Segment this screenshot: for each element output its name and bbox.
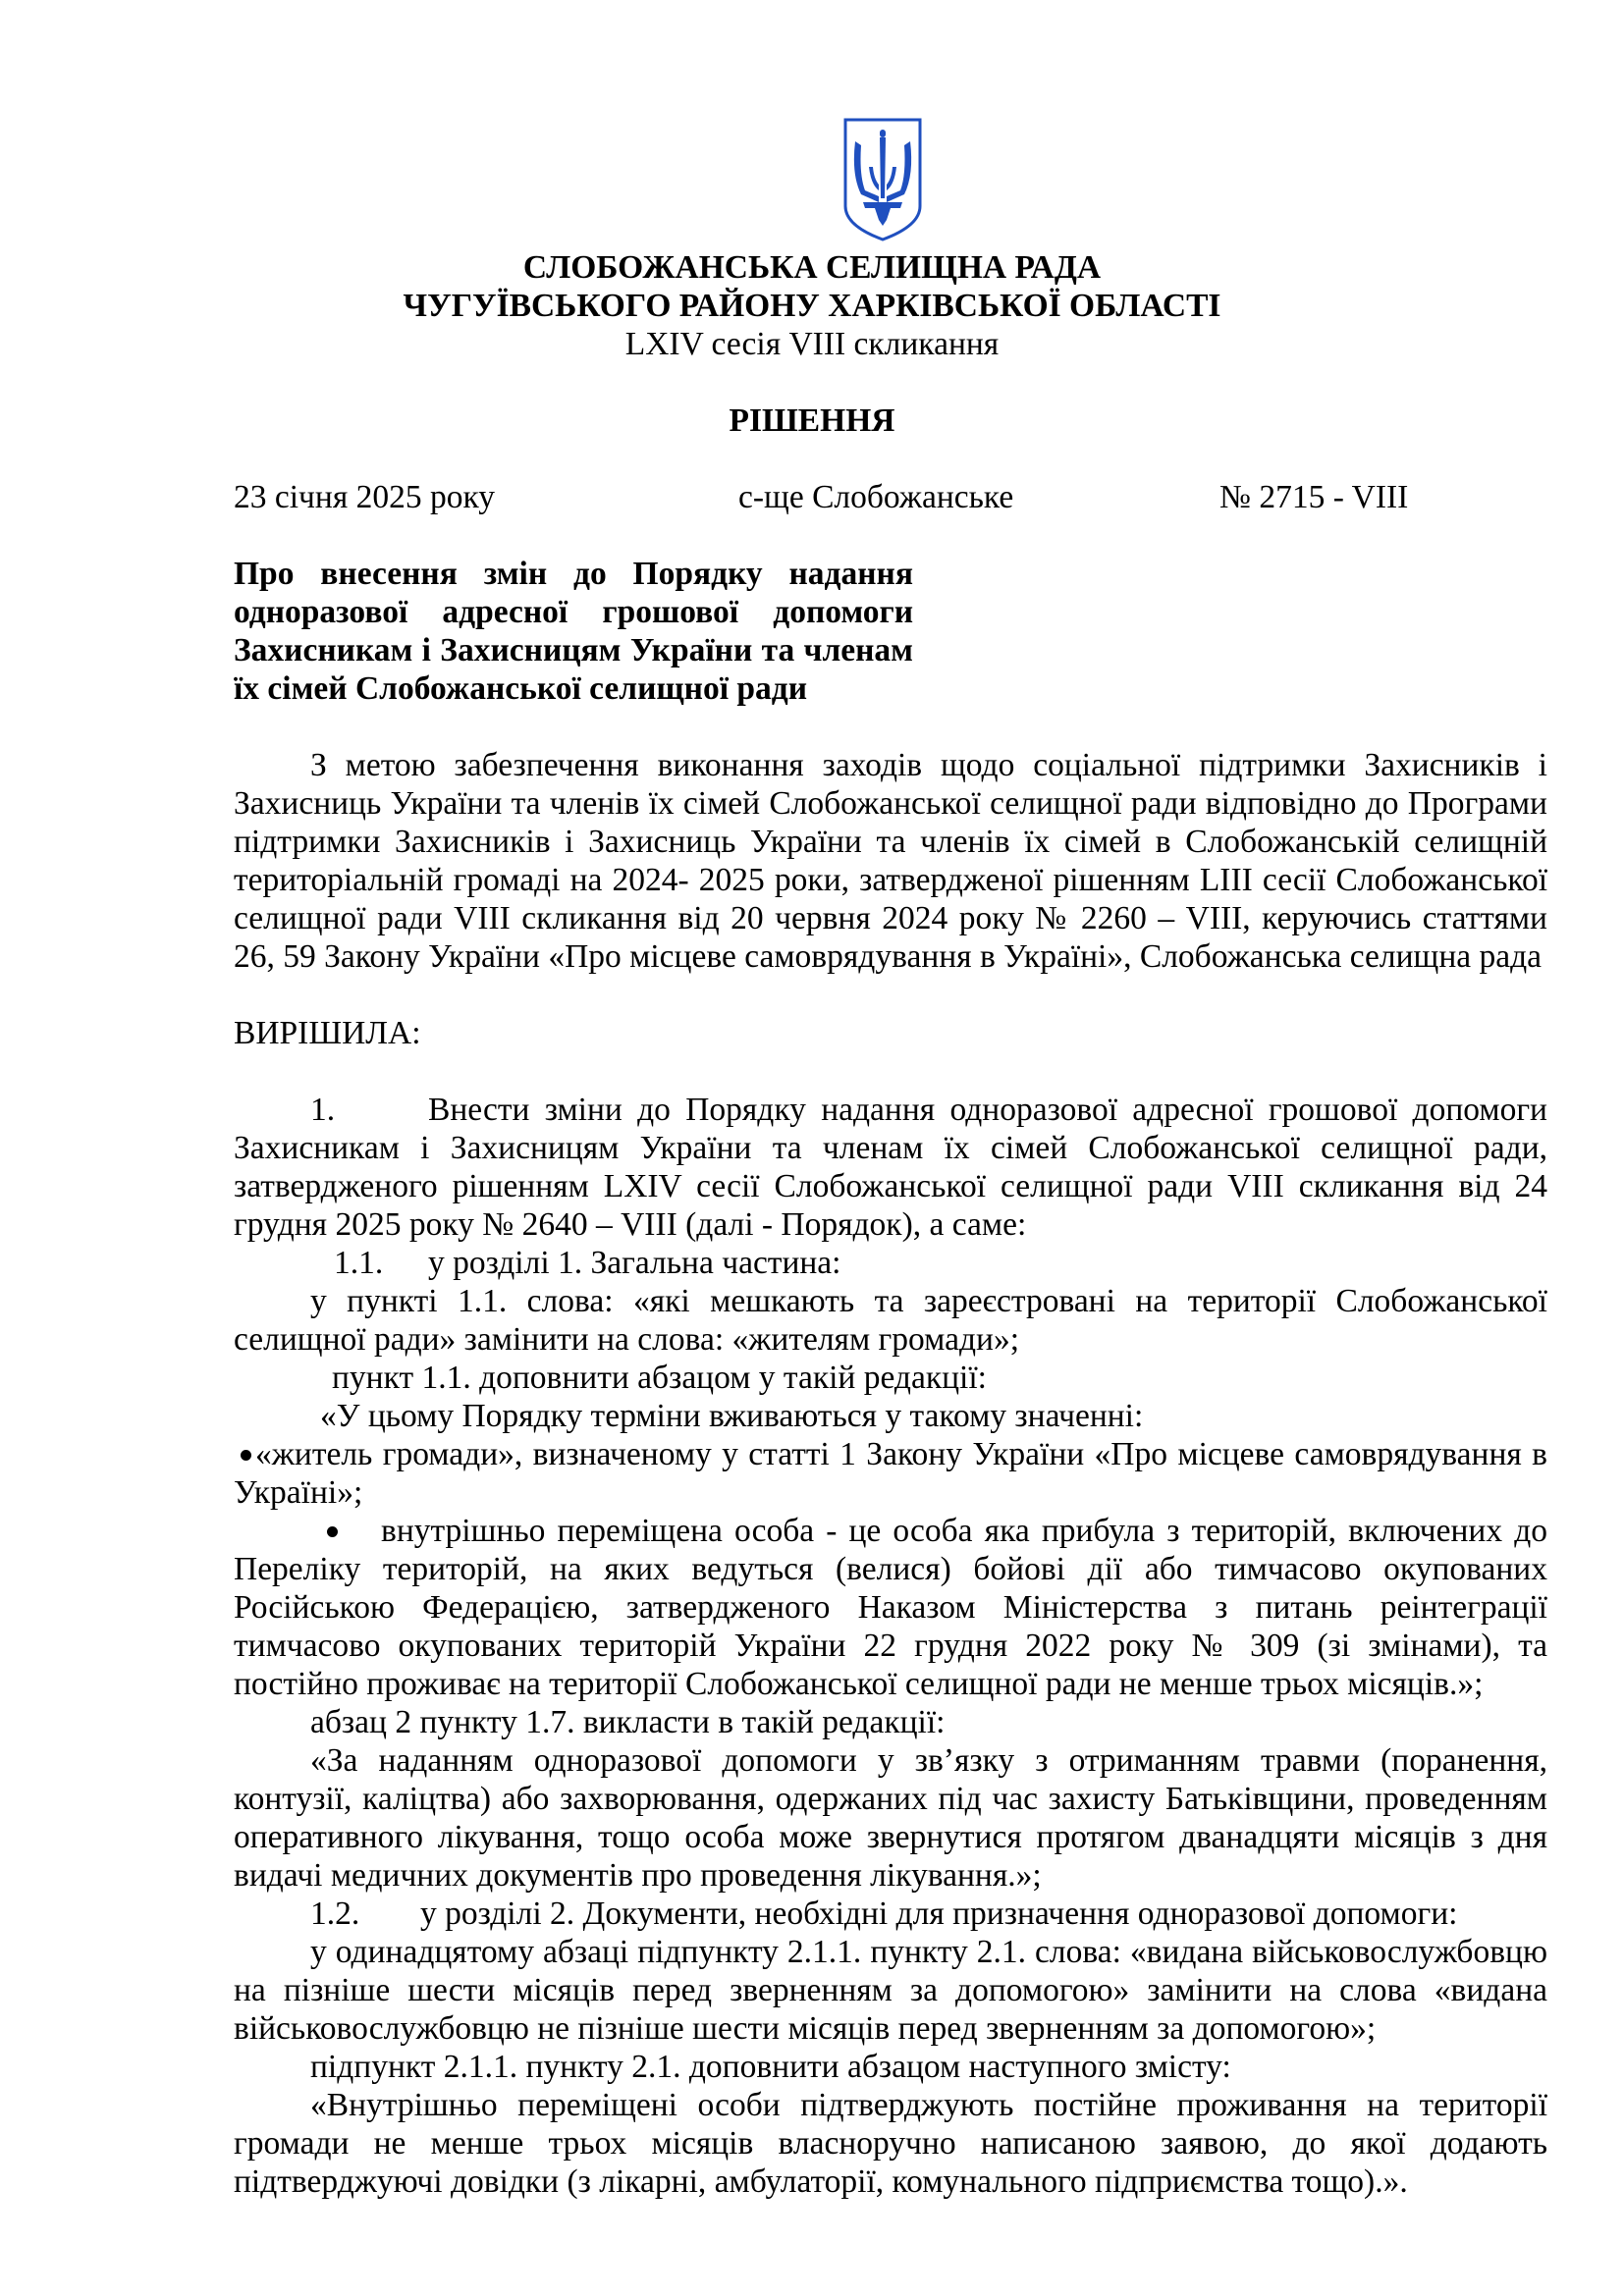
subject-line: одноразової адресної грошової допомоги — [234, 594, 913, 630]
bullet-item-1-text: «житель громади», визначеному у статті 1 Закону України «Про місцеве самоврядування в Україні»; — [234, 1436, 1547, 1511]
bullet-item-2 — [234, 1512, 1547, 1703]
words-replacement-text: у пункті 1.1. слова: «які мешкають та зареєстровані на території Слобожанської селищної ради» замінити на слова: «жителям громади»; — [234, 1283, 1547, 1358]
injury-clause-text: «За наданням одноразової допомоги у зв’язку з отриманням травми (поранення, контузії, каліцтва) або захворювання, одержаних під час захисту Батьківщини, проведенням оперативного лікування, тощо особа може звернутися протягом дванадцяти місяців з дня видачі медичних документів про проведення лікування.»; — [234, 1742, 1547, 1894]
council-name-line2: ЧУГУЇВСЬКОГО РАЙОНУ ХАРКІВСЬКОЇ ОБЛАСТІ — [403, 288, 1221, 324]
decision-number: № 2715 - VIII — [1219, 479, 1409, 515]
subitem-1-1 — [334, 1244, 840, 1282]
service-certificate-clause-text: у одинадцятому абзаці підпункту 2.1.1. пункту 2.1. слова: «видана військовослужбовцю на пізніше шести місяців перед зверненням за допомогою» замінити на слова «видана військовослужбовцю не пізніше шести місяців перед зверненням за допомогою»; — [234, 1934, 1547, 2047]
item-1-text: Внести зміни до Порядку надання одноразової адресної грошової допомоги Захисникам і Захисницям України та членам їх сімей Слобожанської селищної ради, затвердженого рішенням LXIV сесії Слобожанської селищної ради VIII скликання від 24 грудня 2025 року № 2640 – VIII (далі - Порядок), а саме: — [234, 1092, 1547, 1243]
preamble-text: З метою забезпечення виконання заходів щодо соціальної підтримки Захисників і Захисниць України та членів їх сімей Слобожанської селищної ради відповідно до Програми підтримки Захисників і Захисниць України та членів їх сімей в Слобожанській селищній територіальній громаді на 2024- 2025 роки, затвердженої рішенням LIII сесії Слобожанської селищної ради VIII скликання від 20 червня 2024 року № 2260 – VIII, керуючись статтями 26, 59 Закону України «Про місцеве самоврядування в Україні», Слобожанська селищна рада — [234, 747, 1547, 975]
session-line: LXIV сесія VIII скликання — [624, 326, 1000, 362]
bullet-item-1 — [234, 1435, 1547, 1512]
subitem-1-1-number: 1.1. — [334, 1245, 384, 1281]
subject-line: їх сімей Слобожанської селищної ради — [234, 670, 808, 707]
resolved-label: ВИРІШИЛА: — [234, 1015, 421, 1051]
paragraph-2-1-1-words — [234, 1933, 1547, 2048]
subitem-1-2-text: у розділі 2. Документи, необхідні для призначення одноразової допомоги: — [420, 1896, 1458, 1932]
preamble-paragraph — [234, 746, 1547, 976]
subitem-1-2 — [310, 1895, 1457, 1933]
terms-intro: «У цьому Порядку терміни вживаються у такому значенні: — [320, 1398, 1144, 1434]
subitem-1-2-number: 1.2. — [310, 1896, 360, 1932]
paragraph-add-1-1: пункт 1.1. доповнити абзацом у такій редакції: — [332, 1360, 987, 1396]
decision-date: 23 січня 2025 року — [234, 479, 496, 515]
idp-residence-clause-text: «Внутрішньо переміщені особи підтверджують постійне проживання на території громади не менше трьох місяців власноручно написаною заявою, до якої додають підтверджуючі довідки (з лікарні, амбулаторії, комунального підприємства тощо).». — [234, 2087, 1547, 2200]
subject-line: Захисникам і Захисницям України та членам — [234, 632, 913, 668]
paragraph-2-1-1-add: підпункт 2.1.1. пункту 2.1. доповнити абзацом наступного змісту: — [310, 2049, 1231, 2085]
item-1-number: 1. — [310, 1092, 336, 1128]
decision-place: с-ще Слобожанське — [738, 479, 1014, 515]
paragraph-1-7-text — [234, 1741, 1547, 1895]
item-1 — [234, 1091, 1547, 1244]
item-1-paragraph — [234, 1091, 1547, 1244]
bullet-item-2-text: внутрішньо переміщена особа - це особа яка прибула з територій, включених до Переліку територій, на яких ведуться (велися) бойові дії або тимчасово окупованих Російською Федерацією, затвердженого Наказом Міністерства з питань реінтеграції тимчасово окупованих територій України 22 грудня 2022 року № 309 (зі змінами), та постійно проживає на території Слобожанської селищної ради не менше трьох місяців.»; — [234, 1513, 1547, 1702]
paragraph-1-7: абзац 2 пункту 1.7. викласти в такій редакції: — [310, 1704, 946, 1740]
council-name-line1: СЛОБОЖАНСЬКА СЕЛИЩНА РАДА — [522, 249, 1102, 286]
decision-subject — [234, 555, 913, 708]
paragraph-words-1-1 — [234, 1282, 1547, 1359]
trident-emblem-icon — [841, 116, 924, 243]
subitem-1-1-text: у розділі 1. Загальна частина: — [428, 1245, 841, 1281]
paragraph-2-1-1-text — [234, 2086, 1547, 2201]
document-type: РІШЕННЯ — [729, 402, 895, 439]
subject-line: Про внесення змін до Порядку надання — [234, 556, 913, 592]
